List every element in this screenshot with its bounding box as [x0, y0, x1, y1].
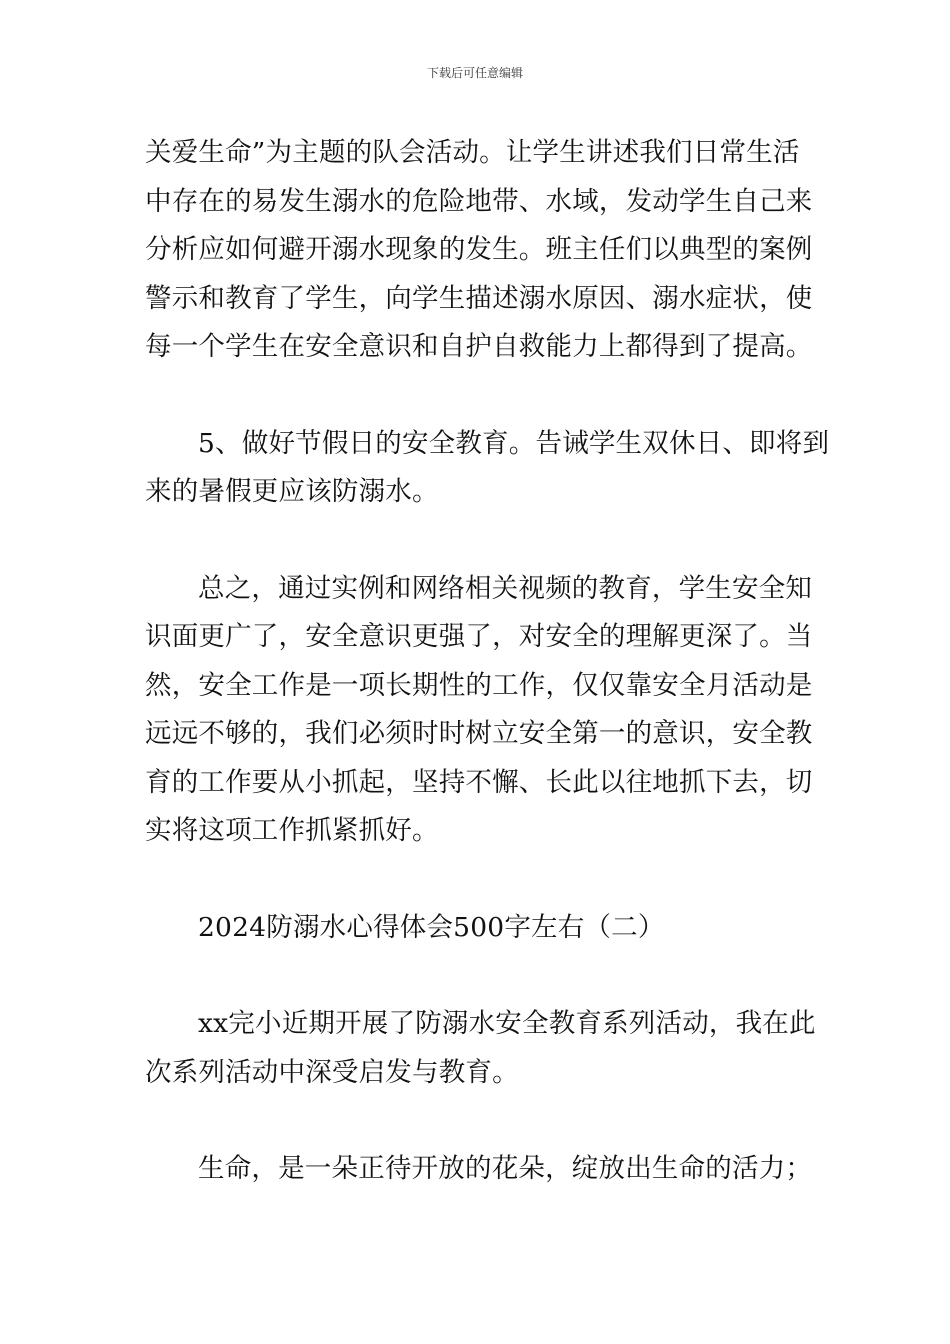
text-line: 警示和教育了学生，向学生描述溺水原因、溺水症状，使 [145, 282, 813, 314]
text-line: 识面更广了，安全意识更强了，对安全的理解更深了。当 [145, 621, 813, 652]
page-header: 下载后可任意编辑 [426, 66, 523, 80]
paragraph-summary [145, 565, 813, 856]
paragraph-theme-activity [145, 129, 813, 372]
text-line: xx完小近期开展了防溺水安全教育系列活动，我在此 [198, 1008, 816, 1039]
text-line: 关爱生命”为主题的队会活动。让学生讲述我们日常生活 [145, 137, 800, 168]
text-line: 实将这项工作抓紧抓好。 [145, 815, 439, 846]
paragraph-life [145, 1145, 813, 1194]
text-line: 分析应如何避开溺水现象的发生。班主任们以典型的案例 [145, 234, 813, 265]
text-line: 来的暑假更应该防溺水。 [145, 476, 439, 507]
heading-text: 2024防溺水心得体会500字左右（二） [198, 911, 665, 943]
paragraph-school-activity [145, 1000, 816, 1097]
text-line: 中存在的易发生溺水的危险地带、水域，发动学生自己来 [145, 185, 813, 217]
document-body [145, 129, 830, 1194]
text-line: 总之，通过实例和网络相关视频的教育，学生安全知 [198, 572, 813, 604]
text-line: 育的工作要从小抓起，坚持不懈、长此以往地抓下去，切 [145, 766, 813, 798]
section-heading [145, 904, 810, 953]
text-line: 5、做好节假日的安全教育。告诫学生双休日、即将到 [198, 427, 830, 459]
text-line: 然，安全工作是一项长期性的工作，仅仅靠安全月活动是 [145, 669, 813, 701]
text-line: 远远不够的，我们必须时时树立安全第一的意识，安全教 [145, 718, 813, 749]
text-line: 每一个学生在安全意识和自护自救能力上都得到了提高。 [145, 331, 813, 362]
text-line: 生命，是一朵正待开放的花朵，绽放出生命的活力； [198, 1153, 813, 1184]
text-line: 次系列活动中深受启发与教育。 [145, 1056, 519, 1088]
paragraph-holiday-safety [145, 420, 830, 517]
